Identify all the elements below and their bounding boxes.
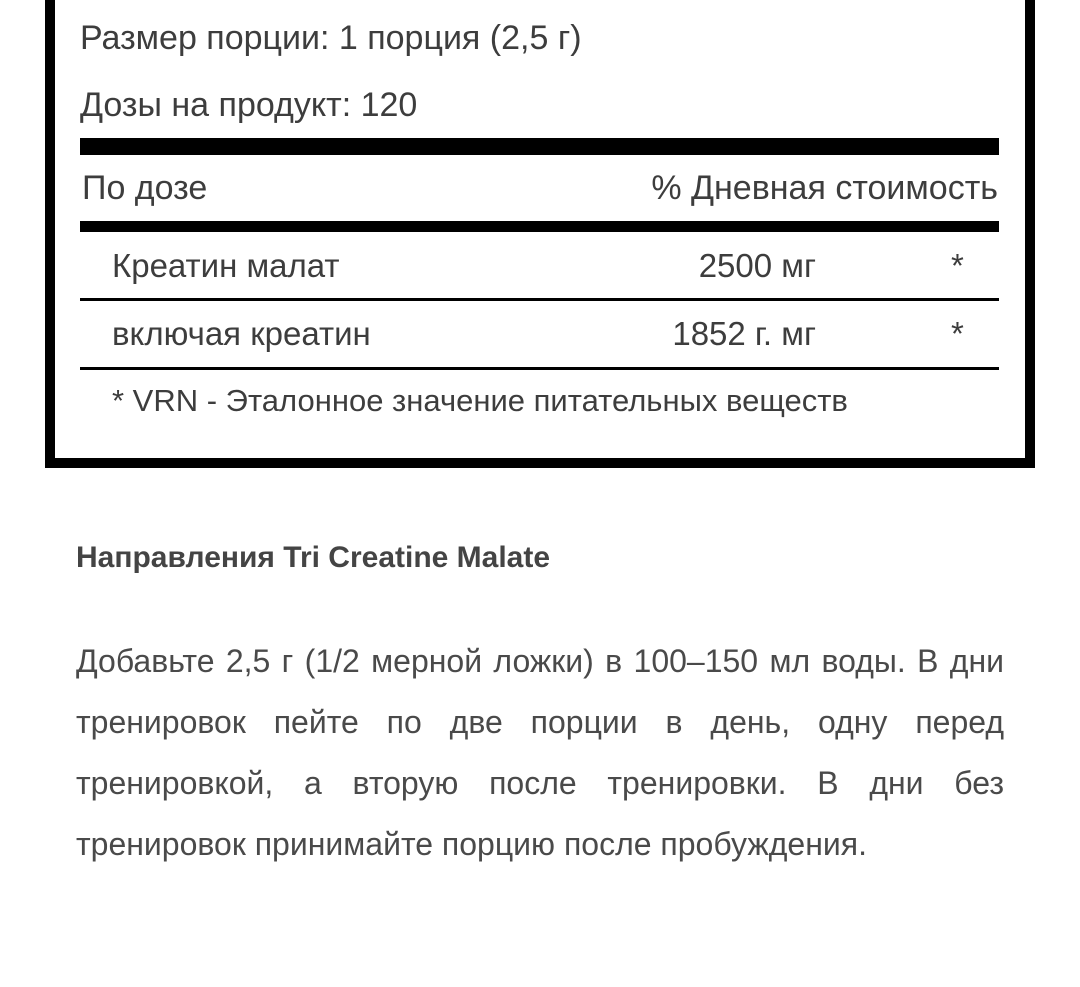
header-per-dose: По дозе [82,169,208,207]
servings-per-container: Дозы на продукт: 120 [80,86,418,124]
row-divider [80,367,999,370]
row-divider [80,298,999,301]
nutrient-amount: 1852 г. мг [672,315,816,352]
thick-divider [80,138,999,155]
directions-title: Направления Tri Creatine Malate [76,541,551,574]
nutrient-daily-value: * [951,247,964,284]
serving-size: Размер порции: 1 порция (2,5 г) [80,19,582,57]
nutrient-name: Креатин малат [112,247,340,284]
footnote: * VRN - Эталонное значение питательных веществ [112,383,848,418]
nutrient-amount: 2500 мг [698,247,816,284]
nutrient-daily-value: * [951,315,964,352]
directions-text: Добавьте 2,5 г (1/2 мерной ложки) в 100–150 мл воды. В дни тренировок пейте по две порции в день, одну перед тренировкой, а вторую после тренировки. В дни без тренировок принимайте порцию после пробуждения. [76,643,1004,862]
medium-divider [80,221,999,232]
nutrient-name: включая креатин [112,315,371,352]
header-daily-value: % Дневная стоимость [651,169,998,207]
